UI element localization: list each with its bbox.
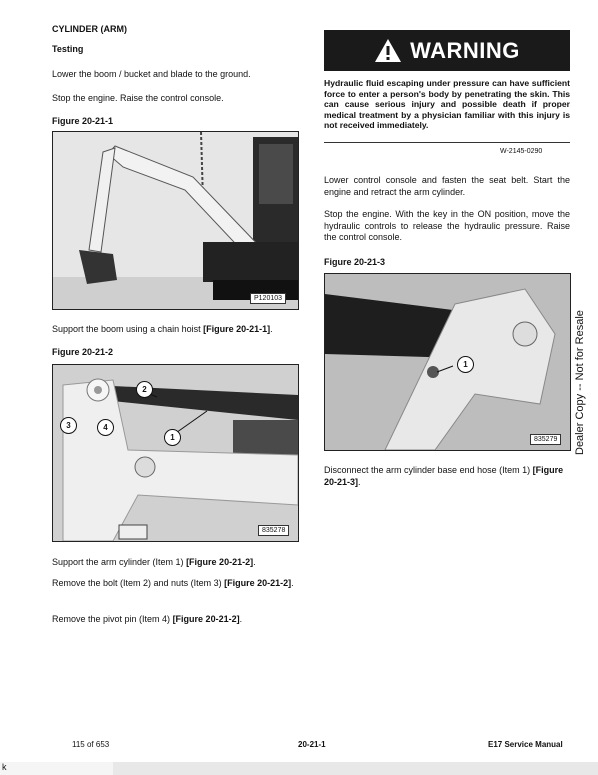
step-text: Stop the engine. Raise the control console. [52,93,224,103]
corner-mark: k [2,762,7,772]
warning-banner [324,30,570,71]
warning-icon [374,38,402,63]
figure-reference: [Figure 20-21-2] [224,578,292,588]
hose-photo [324,273,571,451]
subsection-title: Testing [52,44,84,54]
step-text-end: . [358,476,361,487]
figure-code: 835278 [258,525,289,536]
step-text-body: Disconnect the arm cylinder base end hose (Item 1) [324,465,533,475]
arm-cylinder-photo [52,364,299,542]
manual-title: E17 Service Manual [488,740,563,749]
step-text-end: . [239,614,243,624]
step-text [52,324,302,336]
step-text: Lower control console and fasten the seat belt. Start the engine and retract the arm cylinder. [324,175,570,197]
step-text-body: Remove the pivot pin (Item 4) [52,614,173,624]
figure-label: Figure 20-21-1 [52,116,114,126]
excavator-photo [52,131,299,310]
step-text-end: . [253,557,256,567]
divider [324,142,570,143]
warning-text: Hydraulic fluid escaping under pressure can have sufficient force to enter a person's body by penetrating the skin. This can cause serious injury and possible death if proper medical treatment by a physician familiar with this injury is not received immediately. [324,78,570,130]
callout-3: 3 [60,417,77,434]
step-text [52,614,302,626]
hose-illustration [325,274,570,450]
callout-2: 2 [136,381,153,398]
step-text-body: Support the arm cylinder (Item 1) [52,557,187,567]
horizontal-scrollbar[interactable] [113,762,598,775]
step-text [324,465,570,488]
page-number: 20-21-1 [298,740,326,749]
step-text [52,557,302,569]
figure-reference: [Figure 20-21-1] [203,324,271,334]
arm-cylinder-illustration [53,365,298,541]
step-text: Stop the engine. With the key in the ON position, move the hydraulic controls to release the hydraulic pressure. Raise the control console. [324,209,570,242]
section-title: CYLINDER (ARM) [52,24,127,34]
step-text [52,578,302,590]
figure-code: 835279 [530,434,561,445]
page-count: 115 of 653 [72,740,110,749]
callout-1: 1 [164,429,181,446]
warning-code: W-2145-0290 [500,148,543,155]
figure-reference: [Figure 20-21-2] [186,557,254,567]
bottom-strip [0,762,113,775]
warning-title: WARNING [410,37,520,63]
step-text-end: . [270,324,273,334]
excavator-illustration [53,132,298,309]
figure-label: Figure 20-21-2 [52,347,114,357]
step-text-end: . [291,578,294,588]
step-text-body: Remove the bolt (Item 2) and nuts (Item 3) [52,578,225,588]
callout-1: 1 [457,356,474,373]
step-text-body: Support the boom using a chain hoist [52,324,204,334]
dealer-copy-watermark: Dealer Copy -- Not for Resale [574,310,586,455]
figure-code: P120103 [250,293,286,304]
figure-label: Figure 20-21-3 [324,257,386,267]
figure-reference: [Figure 20-21-2] [172,614,240,624]
figure-reference: [Figure 20-21-3] [324,465,564,487]
callout-4: 4 [97,419,114,436]
step-text: Lower the boom / bucket and blade to the ground. [52,69,251,79]
